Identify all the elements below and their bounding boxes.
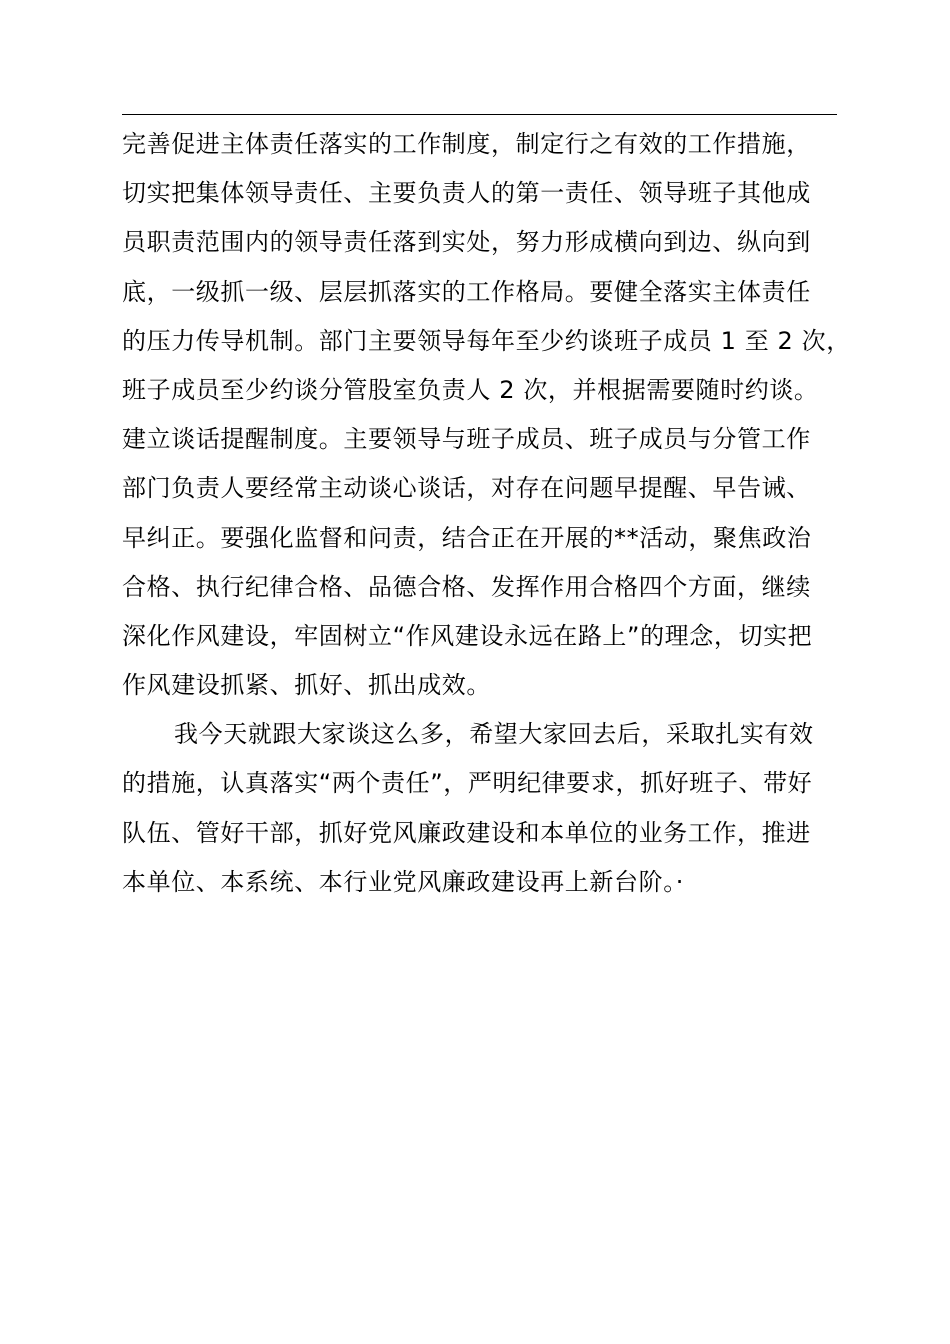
- text-line: 完善促进主体责任落实的工作制度，制定行之有效的工作措施，: [122, 130, 811, 158]
- text-line: 的压力传导机制。部门主要领导每年至少约谈班子成员 1 至 2 次，: [122, 326, 851, 355]
- header-rule: [122, 114, 837, 115]
- text-line: 合格、执行纪律合格、品德合格、发挥作用合格四个方面，继续: [122, 572, 811, 601]
- text-line: 员职责范围内的领导责任落到实处，努力形成横向到边、纵向到: [122, 228, 811, 257]
- text-line: 班子成员至少约谈分管股室负责人 2 次，并根据需要随时约谈。: [122, 375, 819, 404]
- text-line: 部门负责人要经常主动谈心谈话，对存在问题早提醒、早告诫、: [122, 474, 811, 503]
- text-line: 建立谈话提醒制度。主要领导与班子成员、班子成员与分管工作: [122, 425, 811, 454]
- text-line: 切实把集体领导责任、主要负责人的第一责任、领导班子其他成: [122, 179, 811, 208]
- paragraph-2: [122, 710, 862, 907]
- text-line: 的措施，认真落实“两个责任”，严明纪律要求，抓好班子、带好: [122, 769, 813, 798]
- paragraph-1: [122, 120, 862, 710]
- document-body: [122, 120, 862, 907]
- text-line: 我今天就跟大家谈这么多，希望大家回去后，采取扎实有效: [174, 720, 814, 749]
- text-line: 底，一级抓一级、层层抓落实的工作格局。要健全落实主体责任: [122, 277, 811, 306]
- text-line: 本单位、本系统、本行业党风廉政建设再上新台阶。·: [122, 867, 685, 896]
- text-line: 作风建设抓紧、抓好、抓出成效。: [122, 671, 491, 700]
- text-line: 队伍、管好干部，抓好党风廉政建设和本单位的业务工作，推进: [122, 818, 811, 847]
- text-line: 早纠正。要强化监督和问责，结合正在开展的**活动，聚焦政治: [122, 523, 812, 552]
- text-line: 深化作风建设，牢固树立“作风建设永远在路上”的理念，切实把: [122, 621, 813, 650]
